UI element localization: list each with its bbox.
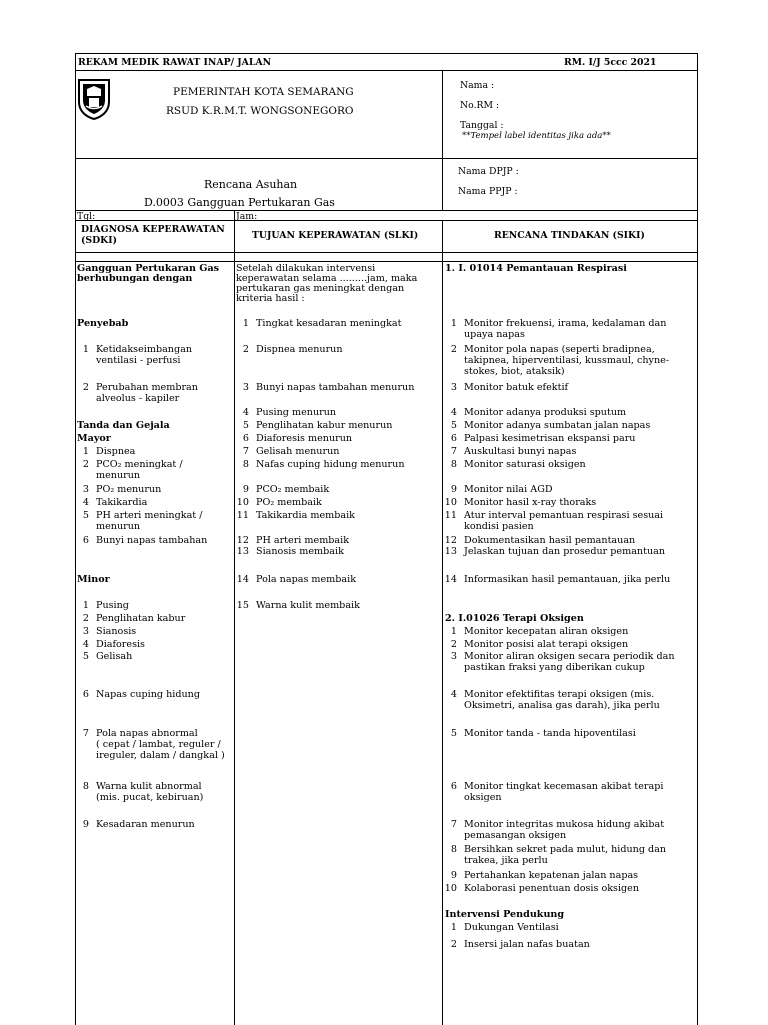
plan-diagnosis: D.0003 Gangguan Pertukaran Gas: [144, 196, 335, 209]
list-item: 5 PH arteri meningkat /: [82, 510, 203, 521]
list-item: 1 Pusing: [82, 600, 129, 611]
divider: [76, 220, 697, 221]
list-item-cont: alveolus - kapiler: [96, 393, 180, 404]
list-item: 1 Ketidakseimbangan: [82, 344, 193, 355]
siki-header: RENCANA TINDAKAN (SIKI): [494, 230, 645, 241]
divider: [76, 158, 697, 159]
diagnosis-title-2: berhubungan dengan: [77, 273, 193, 284]
divider: [76, 252, 697, 253]
list-item: 6 Bunyi napas tambahan: [82, 535, 208, 546]
list-item: 10 Kolaborasi penentuan dosis oksigen: [444, 883, 640, 894]
divider: [234, 210, 235, 1025]
tgl-field[interactable]: Tgl:: [77, 211, 96, 222]
list-item: 14 Informasikan hasil pemantauan, jika perlu: [444, 574, 671, 585]
list-item: 13 Jelaskan tujuan dan prosedur pemantuan: [444, 546, 666, 557]
list-item: 8 Monitor saturasi oksigen: [450, 459, 586, 470]
list-item: 1 Dispnea: [82, 446, 136, 457]
list-item: 7 Monitor integritas mukosa hidung akibat: [450, 819, 665, 830]
list-item: 7 Auskultasi bunyi napas: [450, 446, 577, 457]
list-item-cont: ireguler, dalam / dangkal ): [96, 750, 225, 761]
list-item-cont: ( cepat / lambat, reguler /: [96, 739, 221, 750]
dpjp-field[interactable]: Nama DPJP :: [458, 166, 519, 177]
list-item: 7 Gelisah menurun: [242, 446, 340, 457]
list-item: 3 Sianosis: [82, 626, 137, 637]
plan-title: Rencana Asuhan: [204, 178, 298, 191]
divider: [76, 210, 697, 211]
divider: [76, 261, 697, 262]
list-item-cont: menurun: [96, 521, 141, 532]
list-item: 2 Penglihatan kabur: [82, 613, 186, 624]
label-note: **Tempel label identitas jika ada**: [462, 131, 611, 141]
list-item: 8 Nafas cuping hidung menurun: [242, 459, 405, 470]
list-item: 5 Monitor adanya sumbatan jalan napas: [450, 420, 651, 431]
list-item: 4 Pusing menurun: [242, 407, 337, 418]
list-item: 2 Perubahan membran: [82, 382, 198, 393]
list-item: 6 Monitor tingkat kecemasan akibat terapi: [450, 781, 664, 792]
list-item: 2 Monitor posisi alat terapi oksigen: [450, 639, 629, 650]
list-item: 1 Monitor frekuensi, irama, kedalaman dan: [450, 318, 667, 329]
divider: [442, 70, 443, 210]
list-item: 3 Monitor aliran oksigen secara periodik dan: [450, 651, 675, 662]
list-item: 3 Bunyi napas tambahan menurun: [242, 382, 415, 393]
list-item: 12 Dokumentasikan hasil pemantauan: [444, 535, 636, 546]
list-item: 9 Pertahankan kepatenan jalan napas: [450, 870, 639, 881]
intervention-heading: 2. I.01026 Terapi Oksigen: [445, 613, 584, 624]
list-item: 5 Gelisah: [82, 651, 133, 662]
city-seal-logo: [77, 78, 111, 120]
list-item: 10 Monitor hasil x-ray thoraks: [444, 497, 597, 508]
sdki-header: DIAGNOSA KEPERAWATAN: [81, 224, 225, 235]
list-item: 4 Monitor efektifitas terapi oksigen (mis.: [450, 689, 655, 700]
list-item: 9 Monitor nilai AGD: [450, 484, 553, 495]
list-item-cont: trakea, jika perlu: [464, 855, 548, 866]
penyebab-heading: Penyebab: [77, 318, 129, 329]
diagnosis-title: Gangguan Pertukaran Gas: [77, 263, 220, 274]
list-item: 12 PH arteri membaik: [236, 535, 350, 546]
list-item: 11 Takikardia membaik: [236, 510, 355, 521]
list-item-cont: pemasangan oksigen: [464, 830, 567, 841]
date-field[interactable]: Tanggal :: [460, 120, 504, 131]
list-item: 15 Warna kulit membaik: [236, 600, 360, 611]
list-item: 8 Warna kulit abnormal: [82, 781, 202, 792]
list-item: 1 Tingkat kesadaran meningkat: [242, 318, 402, 329]
hospital-name: RSUD K.R.M.T. WONGSONEGORO: [166, 105, 354, 117]
list-item: 2 Dispnea menurun: [242, 344, 343, 355]
ppjp-field[interactable]: Nama PPJP :: [458, 186, 518, 197]
divider: [76, 70, 697, 71]
sdki-header-sub: (SDKI): [81, 235, 118, 246]
slki-header: TUJUAN KEPERAWATAN (SLKI): [252, 230, 419, 241]
list-item-cont: upaya napas: [464, 329, 525, 340]
patient-name-field[interactable]: Nama :: [460, 80, 495, 91]
list-item: 11 Atur interval pemantuan respirasi sesuai: [444, 510, 664, 521]
jam-field[interactable]: Jam:: [236, 211, 258, 222]
list-item-cont: pastikan fraksi yang diberikan cukup: [464, 662, 645, 673]
list-item-cont: takipnea, hiperventilasi, kussmaul, chyne-: [464, 355, 670, 366]
list-item: 9 Kesadaran menurun: [82, 819, 195, 830]
list-item-cont: oksigen: [464, 792, 502, 803]
list-item: 6 Diaforesis menurun: [242, 433, 353, 444]
list-item: 14 Pola napas membaik: [236, 574, 357, 585]
intervention-heading: 1. I. 01014 Pemantauan Respirasi: [445, 263, 627, 274]
list-item: 2 PCO₂ meningkat /: [82, 459, 183, 470]
list-item-cont: (mis. pucat, kebiruan): [96, 792, 204, 803]
medical-record-form: [75, 53, 698, 1025]
list-item: 4 Takikardia: [82, 497, 148, 508]
mayor-heading: Mayor: [77, 433, 111, 444]
list-item: 2 Insersi jalan nafas buatan: [450, 939, 590, 950]
list-item: 7 Pola napas abnormal: [82, 728, 198, 739]
list-item: 5 Monitor tanda - tanda hipoventilasi: [450, 728, 636, 739]
list-item-cont: menurun: [96, 470, 141, 481]
outcome-intro: keperawatan selama .........jam, maka: [236, 273, 418, 284]
list-item: 4 Diaforesis: [82, 639, 145, 650]
list-item: 6 Palpasi kesimetrisan ekspansi paru: [450, 433, 636, 444]
list-item: 6 Napas cuping hidung: [82, 689, 200, 700]
list-item: 1 Monitor kecepatan aliran oksigen: [450, 626, 629, 637]
outcome-intro: Setelah dilakukan intervensi: [236, 263, 376, 274]
tanda-gejala-heading: Tanda dan Gejala: [77, 420, 170, 431]
list-item: 3 Monitor batuk efektif: [450, 382, 569, 393]
list-item: 1 Dukungan Ventilasi: [450, 922, 559, 933]
minor-heading: Minor: [77, 574, 110, 585]
list-item: 8 Bersihkan sekret pada mulut, hidung dan: [450, 844, 667, 855]
list-item: 4 Monitor adanya produksi sputum: [450, 407, 627, 418]
list-item-cont: Oksimetri, analisa gas darah), jika perlu: [464, 700, 660, 711]
list-item: 2 Monitor pola napas (seperti bradipnea,: [450, 344, 655, 355]
government-name: PEMERINTAH KOTA SEMARANG: [173, 86, 354, 98]
list-item: 5 Penglihatan kabur menurun: [242, 420, 393, 431]
list-item: 13 Sianosis membaik: [236, 546, 344, 557]
list-item-cont: ventilasi - perfusi: [96, 355, 181, 366]
outcome-intro: kriteria hasil :: [236, 293, 305, 304]
list-item-cont: stokes, biot, ataksik): [464, 366, 565, 377]
intervention-heading: Intervensi Pendukung: [445, 909, 565, 920]
form-title: REKAM MEDIK RAWAT INAP/ JALAN: [78, 57, 272, 68]
list-item-cont: kondisi pasien: [464, 521, 534, 532]
list-item: 9 PCO₂ membaik: [242, 484, 330, 495]
list-item: 3 PO₂ menurun: [82, 484, 162, 495]
list-item: 10 PO₂ membaik: [236, 497, 322, 508]
outcome-intro: pertukaran gas meningkat dengan: [236, 283, 405, 294]
form-code: RM. I/J 5ccc 2021: [564, 57, 657, 68]
medical-record-number-field[interactable]: No.RM :: [460, 100, 500, 111]
divider: [442, 220, 443, 1025]
